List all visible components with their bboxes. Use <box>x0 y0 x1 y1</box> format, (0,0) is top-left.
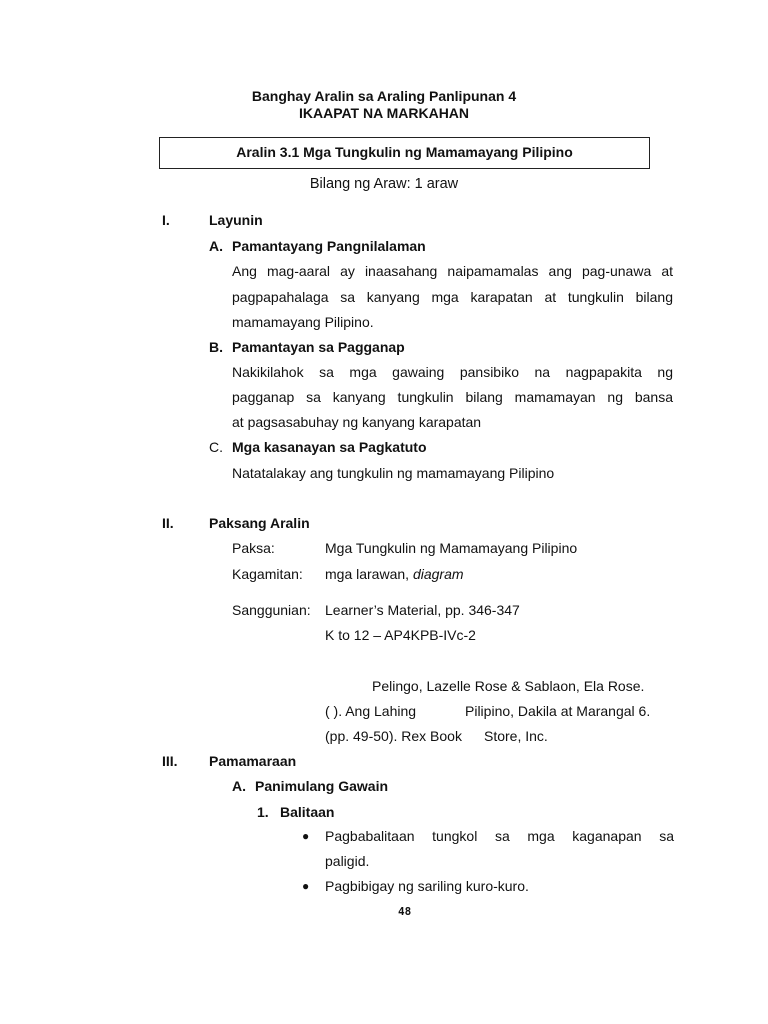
bullet-1-line-2: paligid. <box>325 853 370 869</box>
paksa-value: Mga Tungkulin ng Mamamayang Pilipino <box>325 540 578 556</box>
reference-line-2b: Pilipino, Dakila at Marangal 6. <box>465 703 651 719</box>
subsection-3a-heading: Panimulang Gawain <box>255 778 389 794</box>
paksa-label: Paksa: <box>232 540 275 556</box>
item-1-number: 1. <box>257 804 269 820</box>
reference-line-2a: ( ). Ang Lahing <box>325 703 417 719</box>
subsection-b-line-1: Nakikilahok sa mga gawaing pansibiko na nagpapakita ng <box>232 364 673 380</box>
subsection-3a-letter: A. <box>232 778 246 794</box>
subsection-a-line-2: pagpapahalaga sa kanyang mga karapatan at tungkulin bilang <box>232 289 673 305</box>
bullet-2-text: Pagbibigay ng sariling kuro-kuro. <box>325 878 529 894</box>
reference-line-3a: (pp. 49-50). Rex Book <box>325 728 462 744</box>
subsection-c-letter: C. <box>209 439 223 455</box>
section-2-heading: Paksang Aralin <box>209 515 310 531</box>
subsection-a-line-1: Ang mag-aaral ay inaasahang naipamamalas ang pag-unawa at <box>232 263 673 279</box>
reference-line-1: Pelingo, Lazelle Rose & Sablaon, Ela Rose. <box>372 678 645 694</box>
lesson-title-box <box>159 137 650 169</box>
subsection-a-heading: Pamantayang Pangnilalaman <box>232 238 426 254</box>
document-title: Banghay Aralin sa Araling Panlipunan 4 <box>251 88 517 104</box>
reference-line-3b: Store, Inc. <box>484 728 548 744</box>
kagamitan-text: mga larawan, <box>325 566 410 582</box>
sanggunian-label: Sanggunian: <box>232 602 311 618</box>
section-1-heading: Layunin <box>209 212 263 228</box>
bullet-1-marker: ● <box>302 829 310 843</box>
subsection-b-letter: B. <box>209 339 223 355</box>
item-1-heading: Balitaan <box>280 804 335 820</box>
kagamitan-italic: diagram <box>412 566 464 582</box>
page-number: 48 <box>398 905 412 918</box>
duration-text: Bilang ng Araw: 1 araw <box>309 176 459 192</box>
section-3-heading: Pamamaraan <box>209 753 297 769</box>
section-1-numeral: I. <box>162 212 170 228</box>
lesson-title: Aralin 3.1 Mga Tungkulin ng Mamamayang Pilipino <box>236 144 573 160</box>
kagamitan-value <box>325 566 464 582</box>
sanggunian-line-2: K to 12 – AP4KPB-IVc-2 <box>325 627 476 643</box>
subsection-a-letter: A. <box>209 238 223 254</box>
subsection-a-line-3: mamamayang Pilipino. <box>232 314 374 330</box>
bullet-1-line-1: Pagbabalitaan tungkol sa mga kaganapan sa <box>325 828 674 844</box>
kagamitan-label: Kagamitan: <box>232 566 303 582</box>
section-3-numeral: III. <box>162 753 178 769</box>
subsection-b-line-2: pagganap sa kanyang tungkulin bilang mamamayan ng bansa <box>232 389 673 405</box>
bullet-2-marker: ● <box>302 879 310 893</box>
subsection-c-line-1: Natatalakay ang tungkulin ng mamamayang Pilipino <box>232 465 555 481</box>
sanggunian-line-1: Learner’s Material, pp. 346-347 <box>325 602 520 618</box>
subsection-c-heading: Mga kasanayan sa Pagkatuto <box>232 439 427 455</box>
section-2-numeral: II. <box>162 515 174 531</box>
subsection-b-heading: Pamantayan sa Pagganap <box>232 339 405 355</box>
subsection-b-line-3: at pagsasabuhay ng kanyang karapatan <box>232 414 482 430</box>
quarter-title: IKAAPAT NA MARKAHAN <box>298 105 470 121</box>
